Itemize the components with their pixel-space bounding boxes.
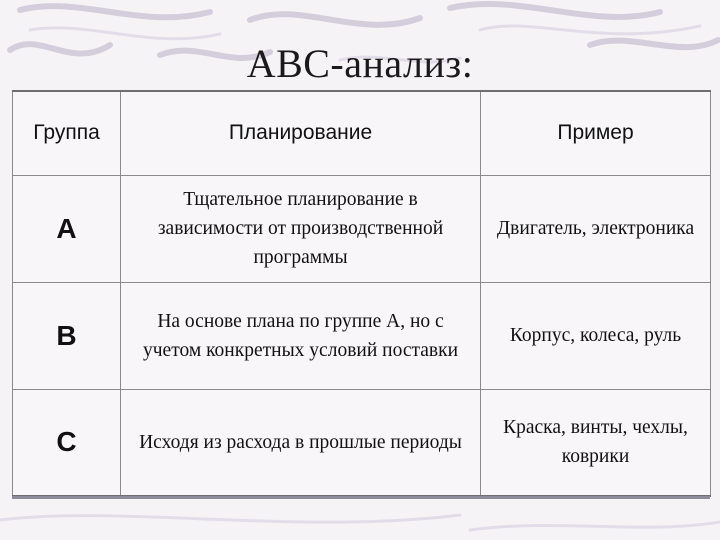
- table-row: [13, 389, 711, 496]
- header-planning: Планирование: [121, 91, 481, 175]
- example-cell: Корпус, колеса, руль: [481, 282, 711, 389]
- abc-analysis-table: [12, 90, 711, 497]
- planning-cell: Тщательное планирование в зависимости от производственной программы: [121, 175, 481, 282]
- table-header-row: [13, 91, 711, 175]
- group-cell: B: [13, 282, 121, 389]
- table-row: [13, 282, 711, 389]
- group-cell: A: [13, 175, 121, 282]
- planning-cell: Исходя из расхода в прошлые периоды: [121, 389, 481, 496]
- table-row: [13, 175, 711, 282]
- planning-cell: На основе плана по группе А, но с учетом конкретных условий поставки: [121, 282, 481, 389]
- example-cell: Двигатель, электроника: [481, 175, 711, 282]
- bottom-rule: [12, 496, 710, 499]
- header-group: Группа: [13, 91, 121, 175]
- header-example: Пример: [481, 91, 711, 175]
- group-cell: C: [13, 389, 121, 496]
- slide-title: ABC-анализ:: [246, 41, 474, 86]
- example-cell: Краска, винты, чехлы, коврики: [481, 389, 711, 496]
